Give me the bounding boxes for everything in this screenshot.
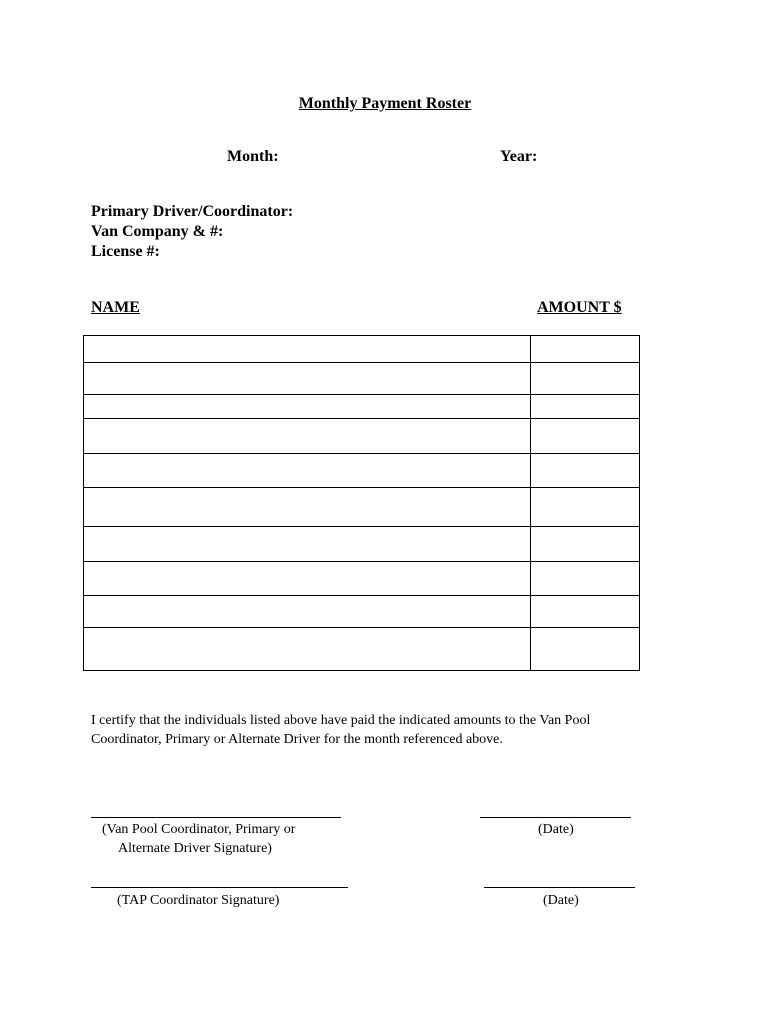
amount-cell[interactable] [531, 363, 640, 395]
amount-cell[interactable] [531, 419, 640, 454]
month-label: Month: [227, 148, 279, 165]
table-row [84, 488, 640, 527]
license-label: License #: [91, 243, 160, 260]
table-row [84, 363, 640, 395]
table-row [84, 596, 640, 628]
van-pool-signature-caption-1: (Van Pool Coordinator, Primary or [102, 822, 296, 837]
name-cell[interactable] [84, 488, 531, 527]
name-cell[interactable] [84, 628, 531, 671]
van-pool-signature-caption-2: Alternate Driver Signature) [118, 841, 272, 856]
name-cell[interactable] [84, 336, 531, 363]
van-company-label: Van Company & #: [91, 223, 224, 240]
table-row [84, 562, 640, 596]
amount-cell[interactable] [531, 628, 640, 671]
table-row [84, 454, 640, 488]
date-line-1[interactable] [480, 817, 631, 818]
date-line-2[interactable] [484, 887, 635, 888]
amount-cell[interactable] [531, 395, 640, 419]
amount-cell[interactable] [531, 488, 640, 527]
amount-cell[interactable] [531, 454, 640, 488]
amount-cell[interactable] [531, 336, 640, 363]
name-cell[interactable] [84, 527, 531, 562]
table-row [84, 527, 640, 562]
roster-table [83, 335, 640, 671]
form-title: Monthly Payment Roster [298, 95, 472, 112]
amount-column-header: AMOUNT $ [537, 299, 622, 316]
amount-cell[interactable] [531, 527, 640, 562]
year-label: Year: [500, 148, 538, 165]
date-caption-1: (Date) [538, 822, 574, 837]
table-row [84, 628, 640, 671]
name-cell[interactable] [84, 419, 531, 454]
date-caption-2: (Date) [543, 893, 579, 908]
amount-cell[interactable] [531, 562, 640, 596]
van-pool-signature-line[interactable] [91, 817, 341, 818]
table-row [84, 395, 640, 419]
name-cell[interactable] [84, 395, 531, 419]
name-cell[interactable] [84, 363, 531, 395]
tap-signature-line[interactable] [91, 887, 348, 888]
certification-text: I certify that the individuals listed above have paid the indicated amounts to the Van Pool Coordinator, Primary or Alternate Driver for the month referenced above. [91, 713, 591, 747]
name-cell[interactable] [84, 562, 531, 596]
name-cell[interactable] [84, 454, 531, 488]
primary-driver-label: Primary Driver/Coordinator: [91, 203, 294, 220]
tap-signature-caption: (TAP Coordinator Signature) [117, 893, 280, 908]
name-column-header: NAME [91, 299, 140, 316]
amount-cell[interactable] [531, 596, 640, 628]
table-row [84, 336, 640, 363]
table-row [84, 419, 640, 454]
name-cell[interactable] [84, 596, 531, 628]
